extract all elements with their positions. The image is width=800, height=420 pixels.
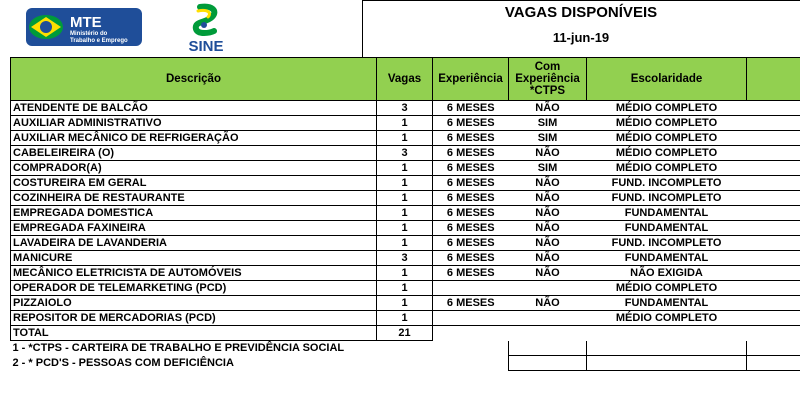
cell-experiencia: 6 MESES <box>433 251 509 266</box>
cell-experiencia: 6 MESES <box>433 236 509 251</box>
cell-experiencia <box>433 281 509 296</box>
cell-ctps: NÃO <box>509 191 587 206</box>
cell-descricao: REPOSITOR DE MERCADORIAS (PCD) <box>11 311 377 326</box>
vacancies-table <box>10 57 800 371</box>
cell-experiencia: 6 MESES <box>433 296 509 311</box>
table-row <box>11 161 800 176</box>
table-row <box>11 176 800 191</box>
table-row <box>11 236 800 251</box>
cell-escolaridade: FUNDAMENTAL <box>587 221 747 236</box>
cell-experiencia: 6 MESES <box>433 176 509 191</box>
cell-blank <box>747 236 800 251</box>
cell-descricao: CABELEIREIRA (O) <box>11 146 377 161</box>
cell-experiencia: 6 MESES <box>433 206 509 221</box>
table-row <box>11 266 800 281</box>
cell-blank <box>747 311 800 326</box>
cell-escolaridade: FUNDAMENTAL <box>587 251 747 266</box>
cell-descricao: COSTUREIRA EM GERAL <box>11 176 377 191</box>
cell-ctps: NÃO <box>509 176 587 191</box>
cell-experiencia: 6 MESES <box>433 191 509 206</box>
cell-blank <box>747 116 800 131</box>
cell-escolaridade: FUND. INCOMPLETO <box>587 176 747 191</box>
footnote-box <box>587 355 747 370</box>
cell-ctps: NÃO <box>509 146 587 161</box>
cell-descricao: MANICURE <box>11 251 377 266</box>
table-row <box>11 221 800 236</box>
cell-vagas: 1 <box>377 221 433 236</box>
cell-vagas: 1 <box>377 131 433 146</box>
cell-vagas: 1 <box>377 116 433 131</box>
cell-blank <box>747 131 800 146</box>
sine-logo <box>182 3 230 55</box>
sine-logo-name: SINE <box>188 38 224 55</box>
cell-ctps: NÃO <box>509 236 587 251</box>
table-row <box>11 131 800 146</box>
cell-experiencia: 6 MESES <box>433 146 509 161</box>
cell-vagas: 1 <box>377 296 433 311</box>
cell-blank <box>747 146 800 161</box>
cell-vagas: 3 <box>377 251 433 266</box>
cell-vagas: 1 <box>377 176 433 191</box>
cell-descricao: EMPREGADA DOMESTICA <box>11 206 377 221</box>
cell-escolaridade: MÉDIO COMPLETO <box>587 146 747 161</box>
cell-vagas: 1 <box>377 191 433 206</box>
total-spacer <box>433 326 800 341</box>
page-date: 11-jun-19 <box>552 30 610 45</box>
cell-experiencia: 6 MESES <box>433 131 509 146</box>
col-escolaridade: Escolaridade <box>587 58 747 101</box>
cell-descricao: AUXILIAR MECÂNICO DE REFRIGERAÇÃO <box>11 131 377 146</box>
cell-blank <box>747 221 800 236</box>
cell-escolaridade: NÃO EXIGIDA <box>587 266 747 281</box>
cell-descricao: OPERADOR DE TELEMARKETING (PCD) <box>11 281 377 296</box>
mte-logo-subtitle-2: Trabalho e Emprego <box>70 38 128 44</box>
col-vagas: Vagas <box>377 58 433 101</box>
total-row <box>11 326 800 341</box>
cell-descricao: COMPRADOR(A) <box>11 161 377 176</box>
cell-experiencia: 6 MESES <box>433 116 509 131</box>
table-header-row <box>11 58 800 101</box>
footnote-row <box>11 341 800 356</box>
page-header <box>10 0 800 57</box>
footnote-row <box>11 355 800 370</box>
cell-experiencia: 6 MESES <box>433 221 509 236</box>
cell-escolaridade: MÉDIO COMPLETO <box>587 101 747 116</box>
mte-logo <box>26 8 142 46</box>
cell-vagas: 1 <box>377 266 433 281</box>
cell-ctps <box>509 311 587 326</box>
col-experiencia: Experiência <box>433 58 509 101</box>
footnote-box <box>509 341 587 356</box>
cell-escolaridade: MÉDIO COMPLETO <box>587 311 747 326</box>
cell-blank <box>747 296 800 311</box>
footnote-box <box>747 355 800 370</box>
table-row <box>11 251 800 266</box>
cell-escolaridade: FUND. INCOMPLETO <box>587 236 747 251</box>
header-top-rule <box>362 0 800 1</box>
cell-ctps <box>509 281 587 296</box>
cell-escolaridade: MÉDIO COMPLETO <box>587 161 747 176</box>
cell-experiencia: 6 MESES <box>433 101 509 116</box>
total-value: 21 <box>377 326 433 341</box>
footnote-box <box>747 341 800 356</box>
cell-ctps: NÃO <box>509 101 587 116</box>
table-row <box>11 206 800 221</box>
cell-descricao: AUXILIAR ADMINISTRATIVO <box>11 116 377 131</box>
cell-blank <box>747 176 800 191</box>
cell-vagas: 3 <box>377 146 433 161</box>
table-row <box>11 101 800 116</box>
cell-blank <box>747 266 800 281</box>
table-row <box>11 296 800 311</box>
cell-descricao: LAVADEIRA DE LAVANDERIA <box>11 236 377 251</box>
table-row <box>11 146 800 161</box>
table-body <box>11 101 800 371</box>
cell-escolaridade: MÉDIO COMPLETO <box>587 131 747 146</box>
logo-area <box>10 0 363 57</box>
table-row <box>11 311 800 326</box>
cell-experiencia: 6 MESES <box>433 161 509 176</box>
cell-experiencia: 6 MESES <box>433 266 509 281</box>
cell-blank <box>747 161 800 176</box>
footnote-pcd: 2 - * PCD'S - PESSOAS COM DEFICIÊNCIA <box>12 356 234 369</box>
cell-ctps: SIM <box>509 161 587 176</box>
cell-escolaridade: MÉDIO COMPLETO <box>587 116 747 131</box>
cell-vagas: 1 <box>377 236 433 251</box>
cell-blank <box>747 191 800 206</box>
cell-ctps: SIM <box>509 116 587 131</box>
cell-escolaridade: FUND. INCOMPLETO <box>587 191 747 206</box>
cell-descricao: ATENDENTE DE BALCÃO <box>11 101 377 116</box>
cell-escolaridade: MÉDIO COMPLETO <box>587 281 747 296</box>
cell-descricao: EMPREGADA FAXINEIRA <box>11 221 377 236</box>
footnote-ctps: 1 - *CTPS - CARTEIRA DE TRABALHO E PREVIDÊNCIA SOCIAL <box>12 342 345 354</box>
footnote-box <box>509 355 587 370</box>
cell-descricao: PIZZAIOLO <box>11 296 377 311</box>
cell-descricao: COZINHEIRA DE RESTAURANTE <box>11 191 377 206</box>
col-com-experiencia: Com Experiência *CTPS <box>509 58 587 101</box>
cell-ctps: NÃO <box>509 221 587 236</box>
cell-ctps: NÃO <box>509 296 587 311</box>
cell-ctps: NÃO <box>509 266 587 281</box>
footnote-box <box>587 341 747 356</box>
cell-vagas: 1 <box>377 281 433 296</box>
page-title: VAGAS DISPONÍVEIS <box>504 4 658 21</box>
cell-vagas: 3 <box>377 101 433 116</box>
col-blank <box>747 58 800 101</box>
cell-vagas: 1 <box>377 161 433 176</box>
cell-escolaridade: FUNDAMENTAL <box>587 206 747 221</box>
cell-ctps: NÃO <box>509 206 587 221</box>
col-descricao: Descrição <box>11 58 377 101</box>
cell-blank <box>747 251 800 266</box>
cell-blank <box>747 101 800 116</box>
cell-ctps: NÃO <box>509 251 587 266</box>
mte-logo-subtitle-1: Ministério do <box>70 31 108 37</box>
cell-blank <box>747 206 800 221</box>
cell-experiencia <box>433 311 509 326</box>
cell-blank <box>747 281 800 296</box>
table-row <box>11 116 800 131</box>
cell-escolaridade: FUNDAMENTAL <box>587 296 747 311</box>
cell-descricao: MECÂNICO ELETRICISTA DE AUTOMÓVEIS <box>11 266 377 281</box>
cell-ctps: SIM <box>509 131 587 146</box>
table-row <box>11 281 800 296</box>
table-row <box>11 191 800 206</box>
mte-logo-name: MTE <box>70 14 102 31</box>
cell-vagas: 1 <box>377 311 433 326</box>
total-label: TOTAL <box>11 326 377 341</box>
cell-vagas: 1 <box>377 206 433 221</box>
